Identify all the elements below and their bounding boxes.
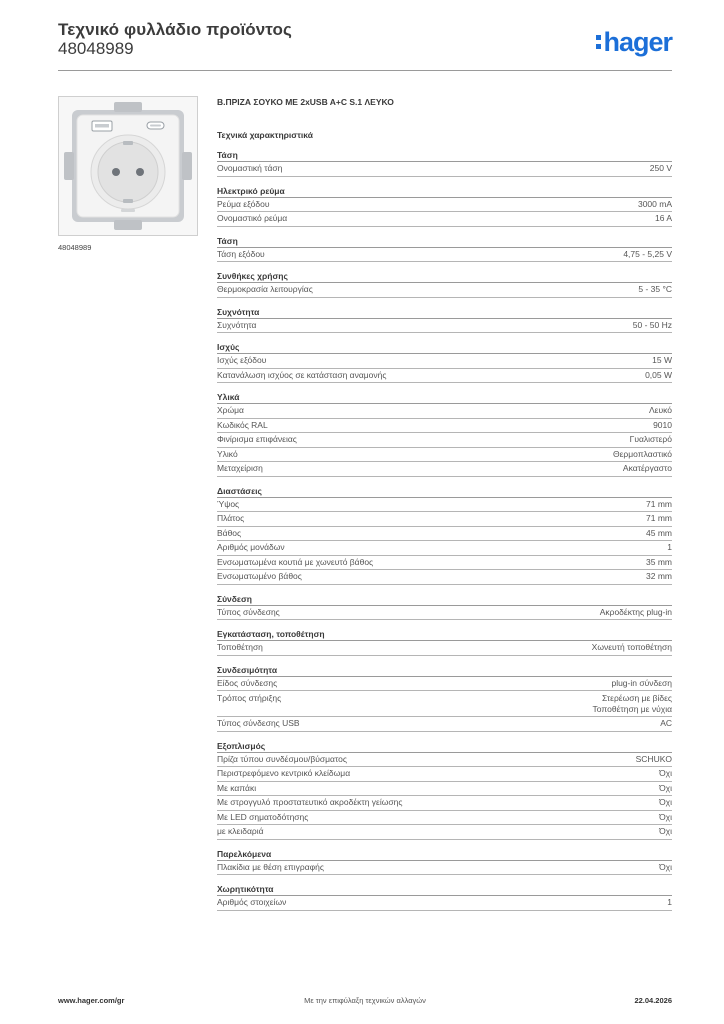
spec-group-title: Εξοπλισμός [217,740,672,753]
spec-label: Ρεύμα εξόδου [217,198,270,209]
spec-group-title: Συνδεσιμότητα [217,664,672,677]
spec-label: Ενσωματωμένα κουτιά με χωνευτό βάθος [217,556,374,567]
spec-label: Τάση εξόδου [217,248,265,259]
spec-group-title: Παρελκόμενα [217,848,672,861]
spec-group [217,628,672,656]
spec-group [217,883,672,911]
spec-row [217,283,672,298]
spec-row [217,767,672,782]
spec-group [217,306,672,334]
spec-group [217,485,672,585]
product-image [58,96,198,236]
spec-row [217,433,672,448]
footer-date: 22.04.2026 [634,996,672,1005]
spec-value: 15 W [652,355,672,365]
spec-group-title: Συνθήκες χρήσης [217,270,672,283]
spec-value: Λευκό [649,405,672,415]
spec-group [217,270,672,298]
spec-label: Ενσωματωμένο βάθος [217,571,302,581]
spec-label: Υλικό [217,448,238,459]
spec-row [217,782,672,797]
spec-row [217,753,672,768]
spec-group [217,185,672,227]
spec-group-title: Ισχύς [217,341,672,354]
spec-row [217,691,672,717]
spec-row [217,541,672,556]
spec-value-line: Τοποθέτηση με νύχια [592,703,672,714]
logo-mark-icon [596,35,601,49]
spec-value: 3000 mA [637,198,672,209]
spec-label: Κωδικός RAL [217,419,268,430]
spec-label: Χρώμα [217,405,244,415]
spec-label: Τρόπος στήριξης [217,692,282,703]
spec-value [593,693,672,715]
spec-row [217,162,672,177]
spec-group-title: Χωρητικότητα [217,883,672,896]
spec-group [217,740,672,840]
spec-row [217,677,672,692]
spec-value: Χωνευτή τοποθέτηση [591,642,672,652]
spec-value: 16 A [654,213,672,223]
spec-label: Συχνότητα [217,319,257,330]
spec-row [217,354,672,369]
spec-label: Θερμοκρασία λειτουργίας [217,284,313,294]
spec-group-title: Τάση [217,149,672,162]
spec-label: Μεταχείριση [217,463,263,473]
spec-value: AC [660,718,672,728]
hager-logo [596,28,672,56]
spec-label: Με στρογγυλό προστατευτικό ακροδέκτη γείωσης [217,797,403,807]
spec-value: 35 mm [646,556,672,567]
spec-groups [217,149,672,911]
spec-value: 50 - 50 Hz [632,319,672,330]
spec-row [217,198,672,213]
spec-group [217,664,672,732]
spec-section [217,96,672,911]
spec-value: 5 - 35 °C [638,284,672,294]
spec-group-title: Υλικά [217,391,672,404]
logo-text: hager [603,26,672,57]
spec-row [217,404,672,419]
spec-row [217,570,672,585]
spec-group [217,341,672,383]
spec-value: Όχι [659,768,672,778]
image-caption: 48048989 [58,243,92,252]
spec-label: Βάθος [217,527,242,538]
spec-value: Γυαλιστερό [629,434,672,444]
footer-url: www.hager.com/gr [58,996,125,1005]
spec-row [217,369,672,384]
spec-label: Ονομαστική τάση [217,163,283,173]
spec-label: Τύπος σύνδεσης USB [217,718,300,728]
spec-label: Με καπάκι [217,782,257,793]
spec-value: Όχι [659,811,672,822]
spec-label: με κλειδαριά [217,826,264,836]
document-title: Τεχνικό φυλλάδιο προϊόντος [58,20,292,39]
spec-label: Ύψος [217,498,240,509]
spec-group-title: Σύνδεση [217,593,672,606]
spec-group-title: Συχνότητα [217,306,672,319]
spec-label: Με LED σηματοδότησης [217,811,309,822]
spec-value: plug-in σύνδεση [611,677,672,688]
spec-value-line: Στερέωση με βίδες [601,692,672,703]
spec-label: Αριθμός μονάδων [217,542,285,552]
spec-group [217,593,672,621]
spec-row [217,212,672,227]
page-header [58,20,672,71]
spec-label: Αριθμός στοιχείων [217,897,287,907]
schuko-socket-with-usb-icon [59,97,197,235]
spec-value: 71 mm [646,498,672,509]
spec-value: Όχι [659,826,672,836]
spec-group-title: Εγκατάσταση, τοποθέτηση [217,628,672,641]
spec-group-title: Τάση [217,235,672,248]
spec-group [217,235,672,263]
spec-row [217,811,672,826]
spec-label: Τοποθέτηση [217,642,263,652]
spec-row [217,896,672,911]
spec-value: Όχι [659,861,672,872]
spec-row [217,512,672,527]
page-footer [58,996,672,1010]
spec-group-title: Διαστάσεις [217,485,672,498]
spec-value: 1 [667,542,672,552]
document-number: 48048989 [58,39,134,58]
spec-label: Πρίζα τύπου συνδέσμου/βύσματος [217,753,348,764]
spec-row [217,861,672,876]
spec-value: Ακροδέκτης plug-in [599,606,672,617]
spec-group [217,149,672,177]
product-name: Β.ΠΡΙΖΑ ΣΟΥΚΟ ΜΕ 2xUSB A+C S.1 ΛΕΥΚΟ [217,97,394,107]
spec-row [217,498,672,513]
spec-row [217,419,672,434]
spec-value: Θερμοπλαστικό [612,448,672,459]
spec-row [217,448,672,463]
spec-group [217,391,672,477]
spec-row [217,796,672,811]
spec-group [217,848,672,876]
footer-note: Με την επιφύλαξη τεχνικών αλλαγών [304,996,426,1005]
spec-value: 0,05 W [645,369,672,380]
spec-value: Όχι [659,782,672,793]
spec-value: 45 mm [646,527,672,538]
spec-row [217,527,672,542]
spec-value: 9010 [653,419,672,430]
spec-label: Πλακίδια με θέση επιγραφής [217,861,324,872]
spec-label: Φινίρισμα επιφάνειας [217,434,297,444]
spec-row [217,641,672,656]
spec-value: 250 V [649,163,672,173]
spec-value: 4,75 - 5,25 V [623,248,672,259]
spec-row [217,319,672,334]
spec-value: SCHUKO [635,753,672,764]
spec-label: Είδος σύνδεσης [217,677,278,688]
spec-label: Περιστρεφόμενο κεντρικό κλείδωμα [217,768,351,778]
spec-row [217,717,672,732]
spec-value: 1 [667,897,672,907]
technical-characteristics-heading: Τεχνικά χαρακτηριστικά [217,130,313,140]
spec-row [217,556,672,571]
spec-label: Τύπος σύνδεσης [217,606,280,617]
spec-row [217,462,672,477]
spec-group-title: Ηλεκτρικό ρεύμα [217,185,672,198]
spec-label: Ισχύς εξόδου [217,355,267,365]
spec-label: Ονομαστικό ρεύμα [217,213,288,223]
spec-label: Κατανάλωση ισχύος σε κατάσταση αναμονής [217,369,387,380]
spec-value: 32 mm [646,571,672,581]
spec-value: 71 mm [646,513,672,523]
spec-value: Όχι [659,797,672,807]
spec-label: Πλάτος [217,513,245,523]
spec-row [217,606,672,621]
spec-row [217,825,672,840]
spec-row [217,248,672,263]
spec-value: Ακατέργαστο [622,463,672,473]
